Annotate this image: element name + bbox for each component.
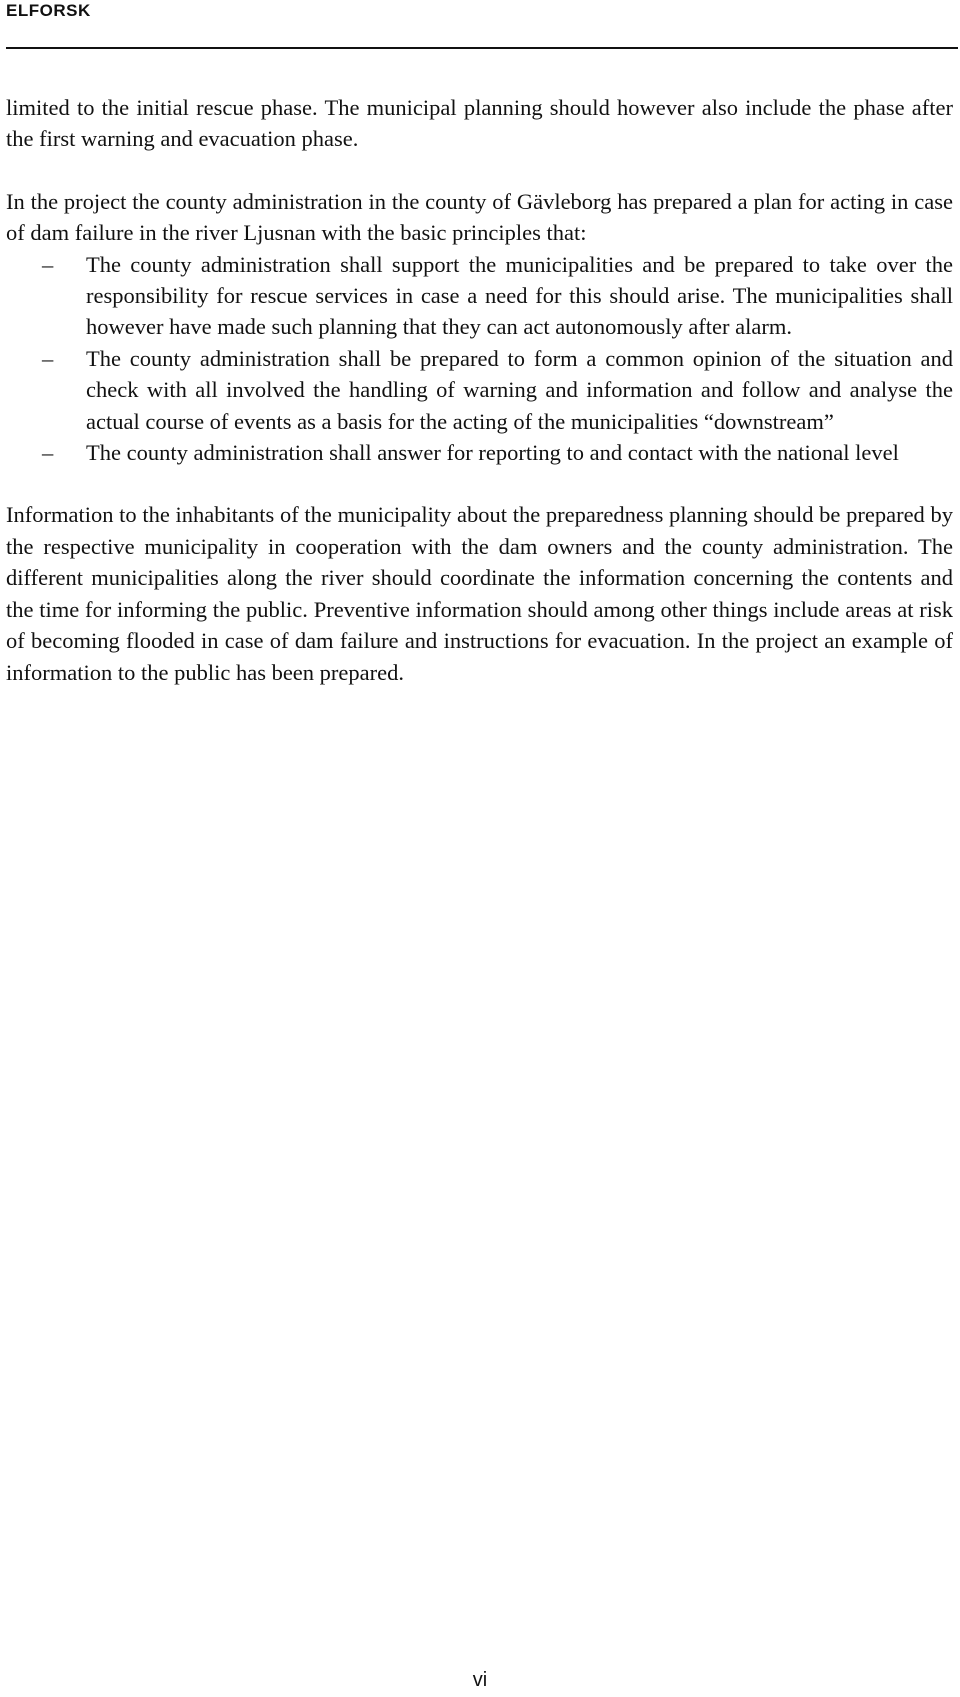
paragraph-continuation: limited to the initial rescue phase. The municipal planning should however also include the phase after the first warning and evacuation phase. <box>6 95 953 152</box>
list-item-text: The county administration shall answer for reporting to and contact with the national level <box>86 440 899 466</box>
list-item-text: The county administration shall be prepared to form a common opinion of the situation and check with all involved the handling of warning and information and follow and analyse the actual course of events as a basis for the acting of the municipalities “downstream” <box>86 345 953 434</box>
principles-list <box>6 249 953 469</box>
document-body <box>6 92 953 688</box>
list-item <box>6 343 953 437</box>
dash-marker: – <box>42 345 54 371</box>
paragraph-project-plan: In the project the county administration in the county of Gävleborg has prepared a plan for acting in case of dam failure in the river Ljusnan with the basic principles that: <box>6 188 953 246</box>
list-item <box>6 437 953 468</box>
list-item <box>6 249 953 343</box>
paragraph-public-information: Information to the inhabitants of the municipality about the preparedness planning should be prepared by the respective municipality in cooperation with the dam owners and the county administration. The different municipalities along the river should coordinate the information concerning the contents and the time for informing the public. Preventive information should among other things include areas at risk of becoming flooded in case of dam failure and instructions for evacuation. In the project an example of information to the public has been prepared. <box>6 502 953 685</box>
dash-marker: – <box>42 251 54 277</box>
dash-marker: – <box>42 440 54 466</box>
page-number: vi <box>472 1669 488 1691</box>
header-divider <box>6 47 958 49</box>
list-item-text: The county administration shall support the municipalities and be prepared to take over the responsibility for rescue services in case a need for this should arise. The municipalities shall however have made such planning that they can act autonomously after alarm. <box>86 251 953 340</box>
brand-label: ELFORSK <box>6 1 91 20</box>
